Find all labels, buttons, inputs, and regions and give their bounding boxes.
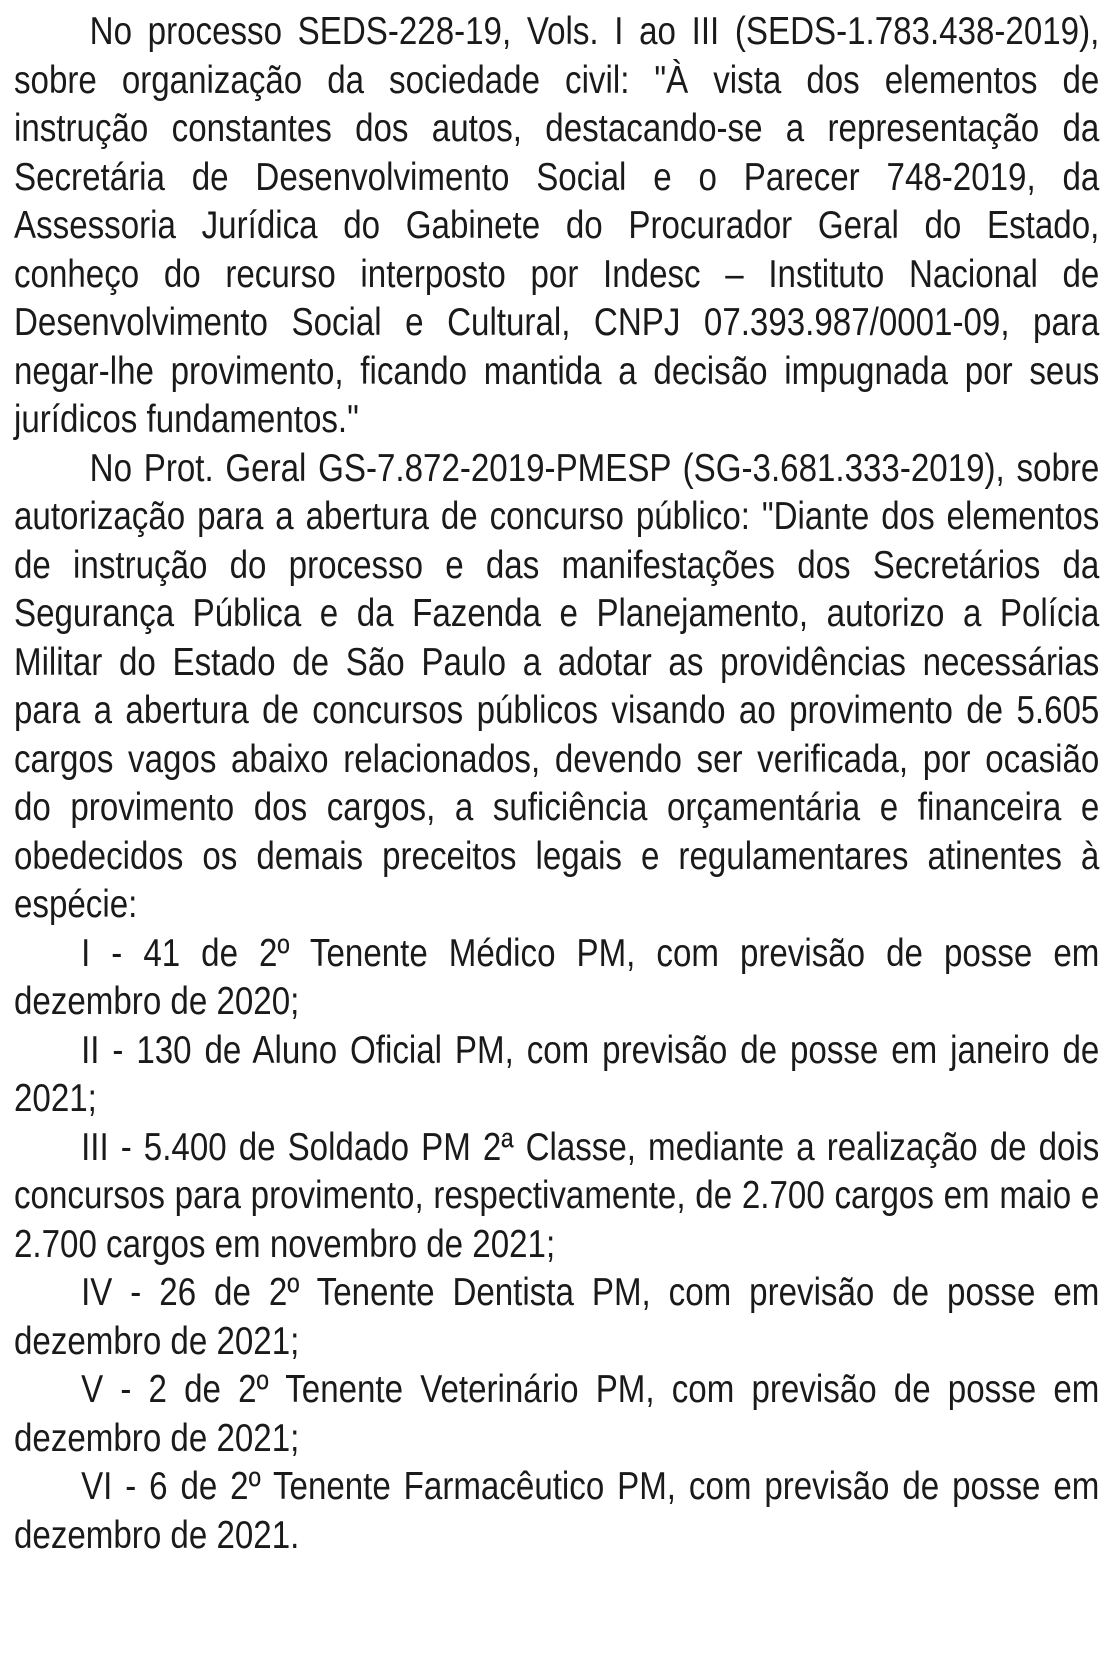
list-item-aluno-oficial: II - 130 de Aluno Oficial PM, com previsão de posse em janeiro de 2021;: [14, 1028, 1100, 1120]
document-page: [14, 8, 1099, 1560]
list-item-soldado: III - 5.400 de Soldado PM 2ª Classe, mediante a realização de dois concursos para provimento, respectivamente, de 2.700 cargos em maio e 2.700 cargos em novembro de 2021;: [14, 1125, 1100, 1266]
list-item-dentista: IV - 26 de 2º Tenente Dentista PM, com previsão de posse em dezembro de 2021;: [14, 1271, 1100, 1363]
list-item-medico: I - 41 de 2º Tenente Médico PM, com previsão de posse em dezembro de 2020;: [14, 931, 1100, 1023]
list-item-veterinario: V - 2 de 2º Tenente Veterinário PM, com previsão de posse em dezembro de 2021;: [14, 1368, 1100, 1460]
paragraph-pmesp-authorization: No Prot. Geral GS-7.872-2019-PMESP (SG-3.681.333-2019), sobre autorização para a abertura de concurso público: "Diante dos elementos de instrução do processo e das manifestações dos Secretários da Segurança Pública e da Fazenda e Planejamento, autorizo a Polícia Militar do Estado de São Paulo a adotar as providências necessárias para a abertura de concursos públicos visando ao provimento de 5.605 cargos vagos abaixo relacionados, devendo ser verificada, por ocasião do provimento dos cargos, a suficiência orçamentária e financeira e obedecidos os demais preceitos legais e regulamentares atinentes à espécie:: [14, 446, 1100, 926]
paragraph-seds-process: No processo SEDS-228-19, Vols. I ao III (SEDS-1.783.438-2019), sobre organização da sociedade civil: "À vista dos elementos de instrução constantes dos autos, destacando-se a representação da Secretária de Desenvolvimento Social e o Parecer 748-2019, da Assessoria Jurídica do Gabinete do Procurador Geral do Estado, conheço do recurso interposto por Indesc – Instituto Nacional de Desenvolvimento Social e Cultural, CNPJ 07.393.987/0001-09, para negar-lhe provimento, ficando mantida a decisão impugnada por seus jurídicos fundamentos.": [14, 10, 1100, 441]
list-item-farmaceutico: VI - 6 de 2º Tenente Farmacêutico PM, com previsão de posse em dezembro de 2021.: [14, 1465, 1100, 1557]
